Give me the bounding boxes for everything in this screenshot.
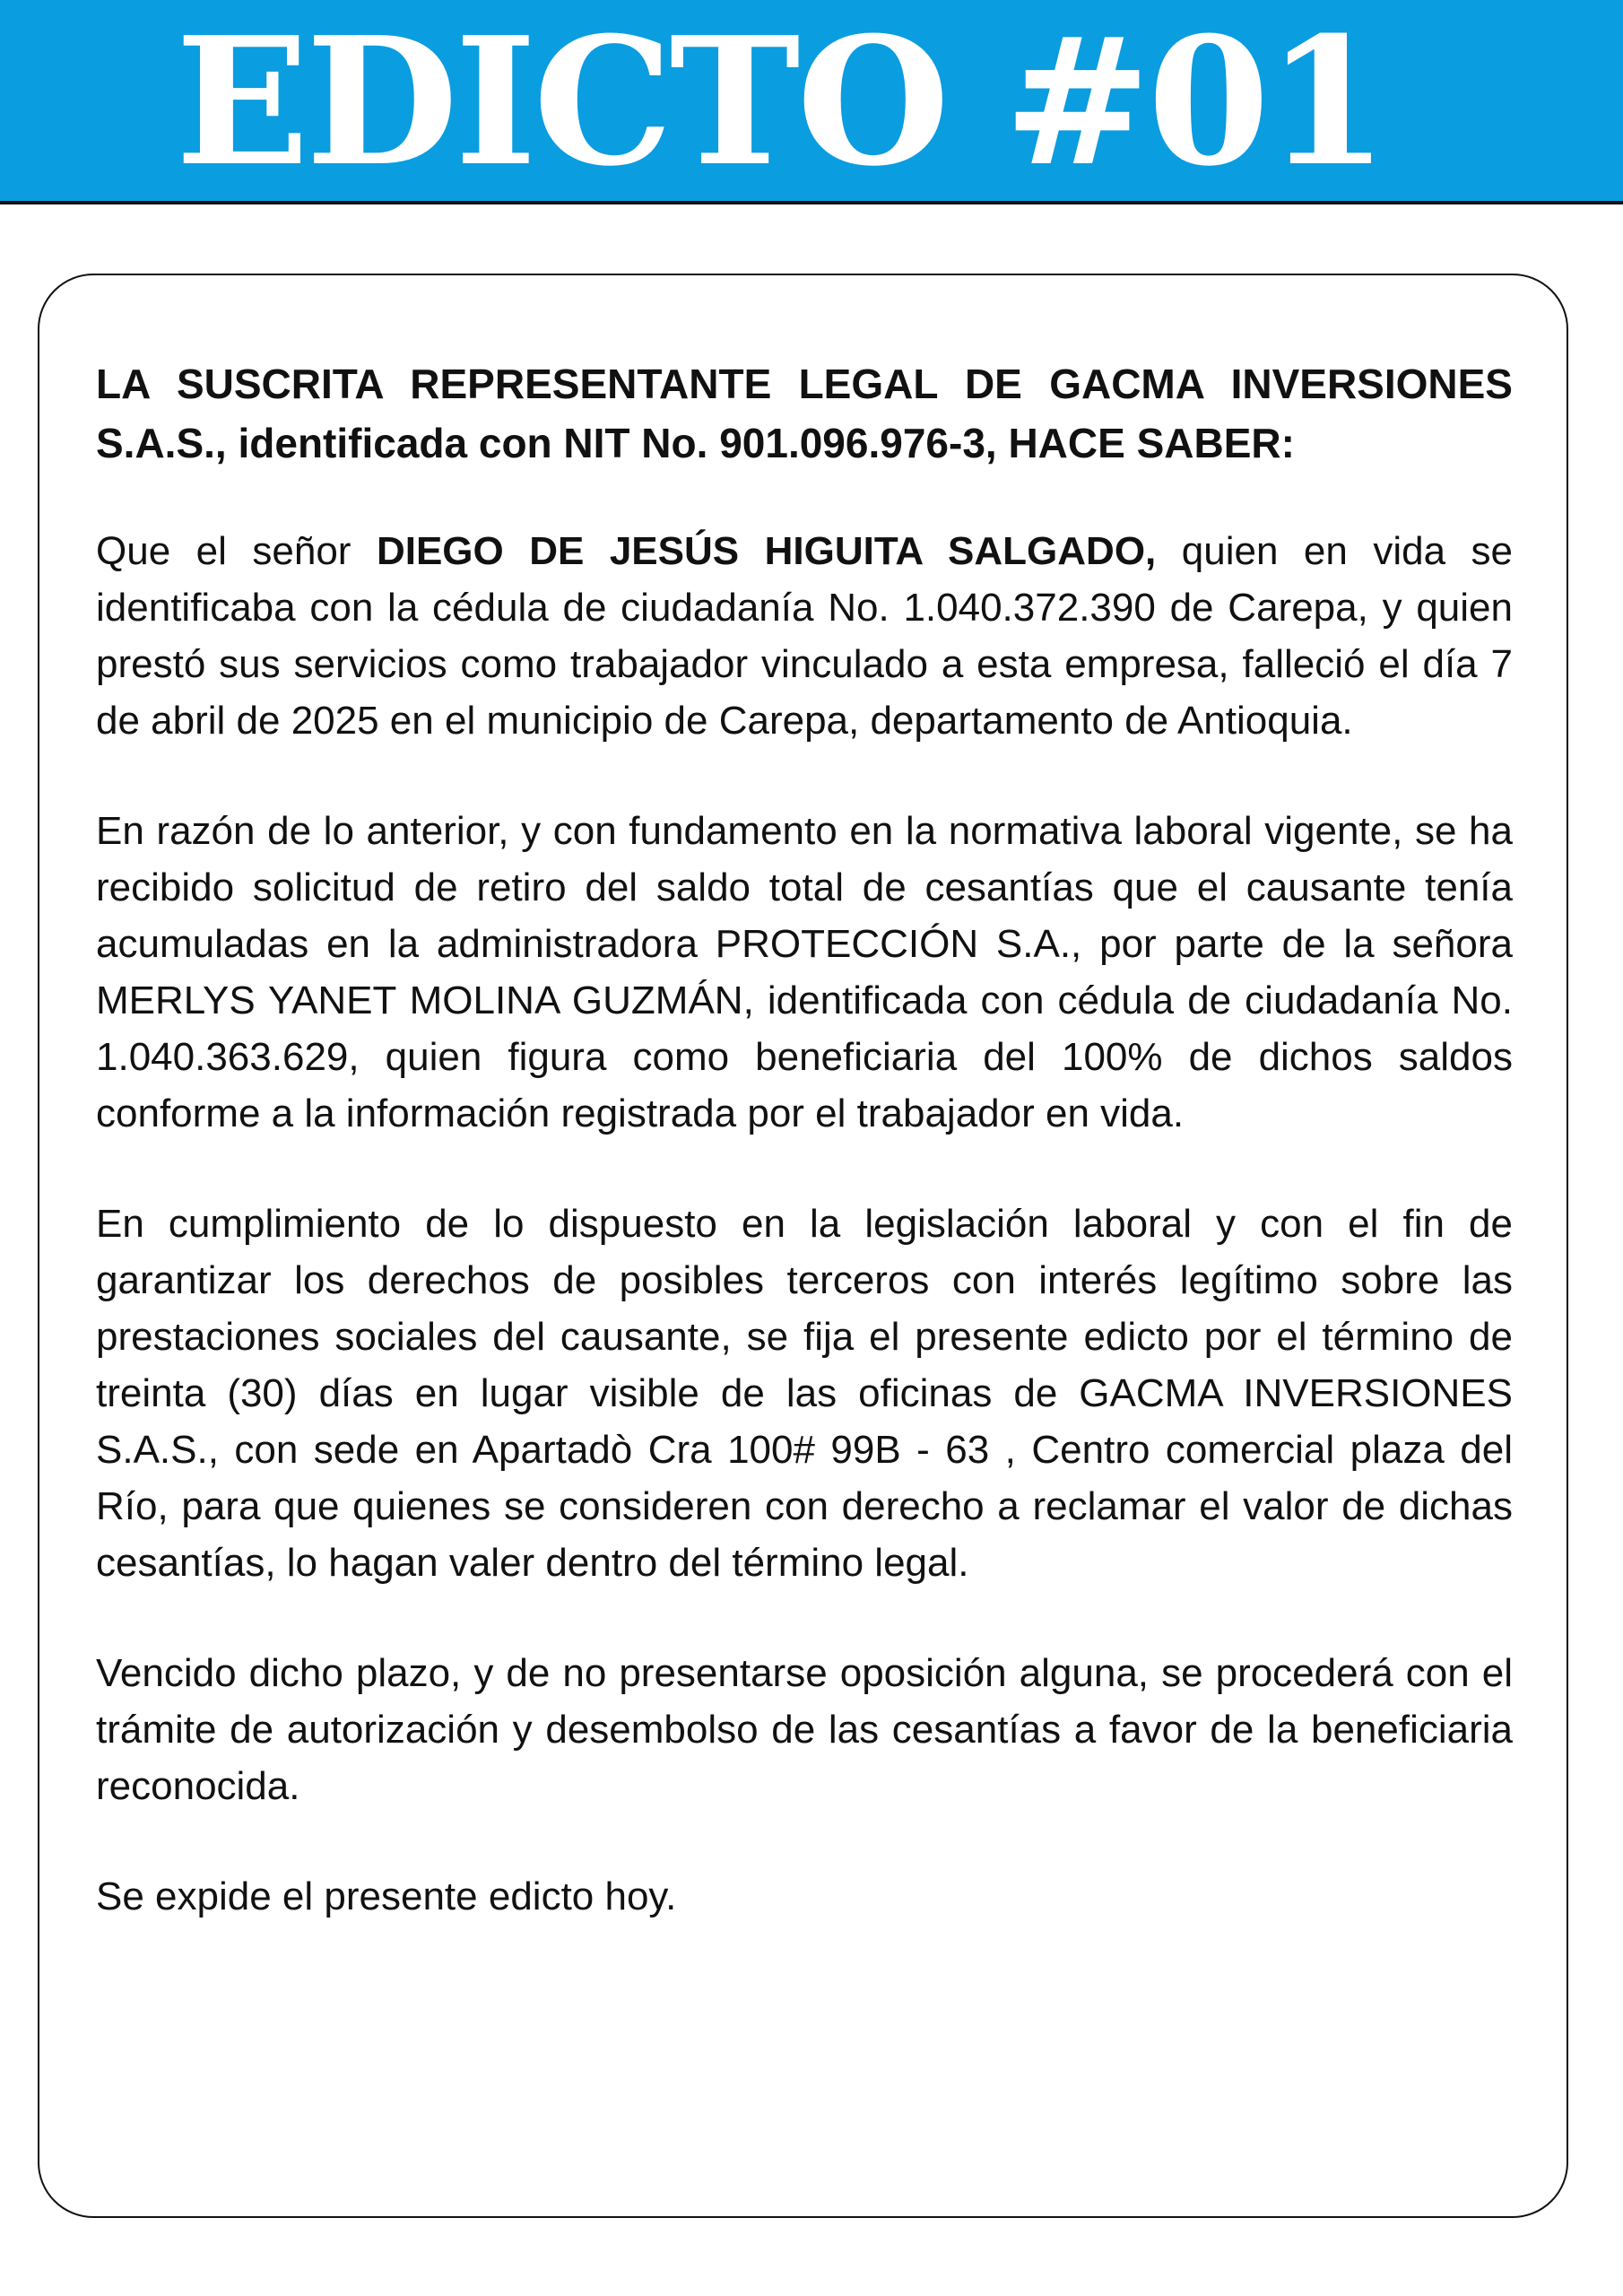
paragraph-publication: En cumplimiento de lo dispuesto en la legislación laboral y con el fin de garantizar los derechos de posibles terceros con interés legítimo sobre las prestaciones sociales del causante, se fija el presente edicto por el término de treinta (30) días en lugar visible de las oficinas de GACMA INVERSIONES S.A.S., con sede en Apartadò Cra 100# 99B - 63 , Centro comercial plaza del Río, para que quienes se consideren con derecho a reclamar el valor de dichas cesantías, lo hagan valer dentro del término legal.: [96, 1202, 1513, 1585]
notice-content: [96, 354, 1513, 1925]
title-banner: [0, 0, 1623, 204]
deceased-name: DIEGO DE JESÚS HIGUITA SALGADO,: [376, 529, 1157, 573]
paragraph-deceased: [96, 523, 1513, 749]
paragraph-rest: quien en vida se identificaba con la cédula de ciudadanía No. 1.040.372.390 de Carepa, y quien prestó sus servicios como trabajador vinculado a esta empresa, falleció el día 7 de abril de 2025 en el municipio de Carepa, departamento de Antioquia.: [96, 529, 1514, 743]
paragraph-request: En razón de lo anterior, y con fundamento en la normativa laboral vigente, se ha recibido solicitud de retiro del saldo total de cesantías que el causante tenía acumuladas en la administradora PROTECCIÓN S.A., por parte de la señora MERLYS YANET MOLINA GUZMÁN, identificada con cédula de ciudadanía No. 1.040.363.629, quien figura como beneficiaria del 100% de dichos saldos conforme a la información registrada por el trabajador en vida.: [96, 809, 1513, 1135]
paragraph-deadline: Vencido dicho plazo, y de no presentarse oposición alguna, se procederá con el trámite de autorización y desembolso de las cesantías a favor de la beneficiaria reconocida.: [96, 1651, 1513, 1808]
notice-heading: LA SUSCRITA REPRESENTANTE LEGAL DE GACMA INVERSIONES S.A.S., identificada con NIT No. 901.096.976-3, HACE SABER:: [96, 361, 1513, 466]
paragraph-closing: Se expide el presente edicto hoy.: [96, 1874, 677, 1918]
page-title: EDICTO #01: [175, 0, 1385, 205]
paragraph-lead: Que el señor: [96, 529, 377, 573]
